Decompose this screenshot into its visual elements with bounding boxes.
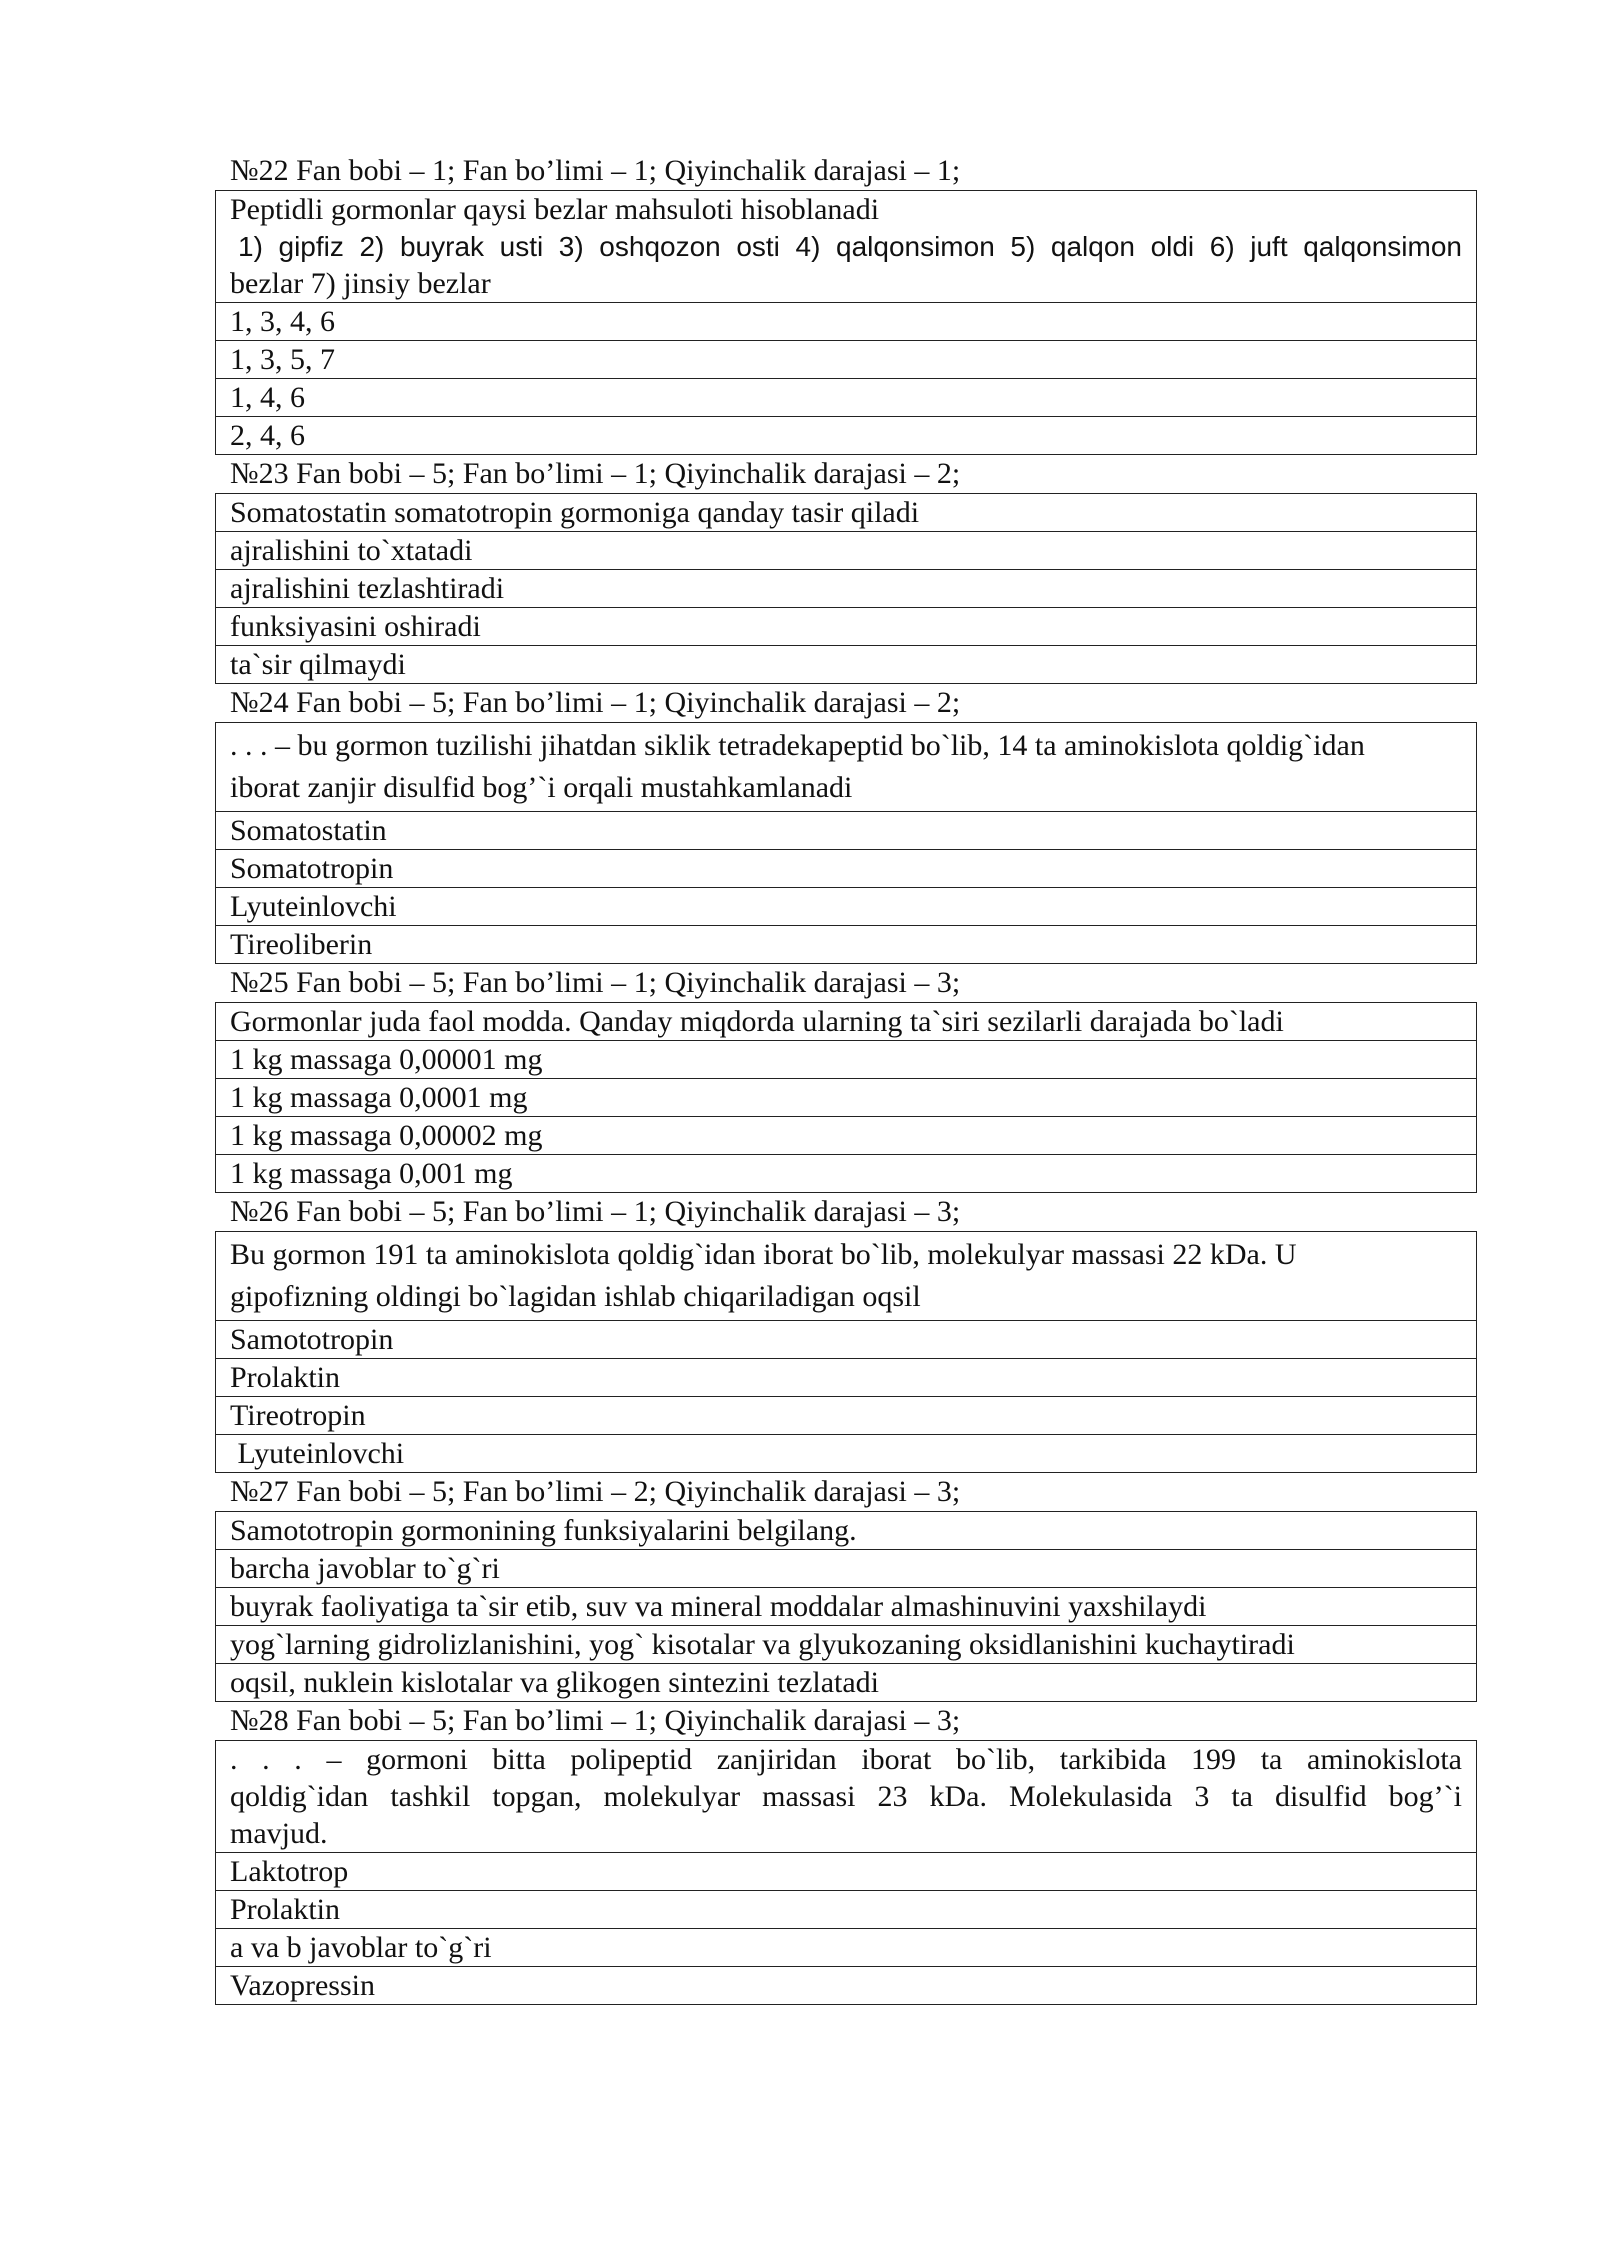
answer-option: Tireoliberin [216, 926, 1477, 964]
answer-option: Laktotrop [216, 1853, 1477, 1891]
answer-option: 1 kg massaga 0,001 mg [216, 1155, 1477, 1193]
question-table [215, 1002, 1477, 1193]
question-header: №23 Fan bobi – 5; Fan bo’limi – 1; Qiyinchalik darajasi – 2; [230, 457, 961, 490]
question-text: . . . – gormoni bitta polipeptid zanjiridan iborat bo`lib, tarkibida 199 ta aminokislota [230, 1743, 1462, 1776]
question-table [215, 1511, 1477, 1702]
question-text-cell [216, 191, 1477, 303]
answer-option: 1 kg massaga 0,00002 mg [216, 1117, 1477, 1155]
answer-option: 1, 4, 6 [216, 379, 1477, 417]
answer-option: funksiyasini oshiradi [216, 608, 1477, 646]
answer-option: a va b javoblar to`g`ri [216, 1929, 1477, 1967]
question-header: №24 Fan bobi – 5; Fan bo’limi – 1; Qiyinchalik darajasi – 2; [230, 686, 961, 719]
question-table [215, 493, 1477, 684]
question-text: Samototropin gormonining funksiyalarini belgilang. [216, 1512, 1477, 1550]
question-text-cell [216, 1232, 1477, 1321]
answer-option: 2, 4, 6 [216, 417, 1477, 455]
question-table [215, 1231, 1477, 1473]
answer-option: barcha javoblar to`g`ri [216, 1550, 1477, 1588]
question-header: №26 Fan bobi – 5; Fan bo’limi – 1; Qiyinchalik darajasi – 3; [230, 1195, 961, 1228]
answer-option: 1, 3, 4, 6 [216, 303, 1477, 341]
question-text: gipofizning oldingi bo`lagidan ishlab chiqariladigan oqsil [230, 1280, 921, 1313]
question-header: №27 Fan bobi – 5; Fan bo’limi – 2; Qiyinchalik darajasi – 3; [230, 1475, 961, 1508]
question-text: Peptidli gormonlar qaysi bezlar mahsuloti hisoblanadi [230, 193, 880, 226]
answer-option: Somatostatin [216, 812, 1477, 850]
question-header: №28 Fan bobi – 5; Fan bo’limi – 1; Qiyinchalik darajasi – 3; [230, 1704, 961, 1737]
answer-option: Tireotropin [216, 1397, 1477, 1435]
answer-option: 1 kg massaga 0,0001 mg [216, 1079, 1477, 1117]
question-list [215, 152, 1477, 2005]
question-text-cell [216, 1741, 1477, 1853]
question-table [215, 190, 1477, 455]
question-text: Somatostatin somatotropin gormoniga qanday tasir qiladi [216, 494, 1477, 532]
question-text: Gormonlar juda faol modda. Qanday miqdorda ularning ta`siri sezilarli darajada bo`ladi [216, 1003, 1477, 1041]
answer-option: ajralishini to`xtatadi [216, 532, 1477, 570]
answer-option: Samototropin [216, 1321, 1477, 1359]
question-header: №22 Fan bobi – 1; Fan bo’limi – 1; Qiyinchalik darajasi – 1; [230, 154, 961, 187]
answer-option: Somatotropin [216, 850, 1477, 888]
answer-option: Lyuteinlovchi [216, 888, 1477, 926]
question-text: 1) gipfiz 2) buyrak usti 3) oshqozon osti 4) qalqonsimon 5) qalqon oldi 6) juft qalqonsimon [238, 231, 1462, 262]
answer-option: buyrak faoliyatiga ta`sir etib, suv va mineral moddalar almashinuvini yaxshilaydi [216, 1588, 1477, 1626]
answer-option: 1 kg massaga 0,00001 mg [216, 1041, 1477, 1079]
answer-option: Lyuteinlovchi [216, 1435, 1477, 1473]
answer-option: 1, 3, 5, 7 [216, 341, 1477, 379]
question-table [215, 1740, 1477, 2005]
question-text-cell [216, 723, 1477, 812]
answer-option: oqsil, nuklein kislotalar va glikogen sintezini tezlatadi [216, 1664, 1477, 1702]
question-text: iborat zanjir disulfid bog’`i orqali mustahkamlanadi [230, 771, 853, 804]
answer-option: ajralishini tezlashtiradi [216, 570, 1477, 608]
question-header: №25 Fan bobi – 5; Fan bo’limi – 1; Qiyinchalik darajasi – 3; [230, 966, 961, 999]
question-text: mavjud. [230, 1817, 328, 1850]
answer-option: ta`sir qilmaydi [216, 646, 1477, 684]
answer-option: Prolaktin [216, 1359, 1477, 1397]
answer-option: Prolaktin [216, 1891, 1477, 1929]
question-text: Bu gormon 191 ta aminokislota qoldig`idan iborat bo`lib, molekulyar massasi 22 kDa. U [230, 1238, 1297, 1271]
answer-option: Vazopressin [216, 1967, 1477, 2005]
question-table [215, 722, 1477, 964]
answer-option: yog`larning gidrolizlanishini, yog` kisotalar va glyukozaning oksidlanishini kuchaytiradi [216, 1626, 1477, 1664]
question-text: qoldig`idan tashkil topgan, molekulyar massasi 23 kDa. Molekulasida 3 ta disulfid bog’`i [230, 1780, 1462, 1813]
question-text: . . . – bu gormon tuzilishi jihatdan siklik tetradekapeptid bo`lib, 14 ta aminokislota qoldig`idan [230, 729, 1365, 762]
question-text: bezlar 7) jinsiy bezlar [230, 267, 491, 300]
